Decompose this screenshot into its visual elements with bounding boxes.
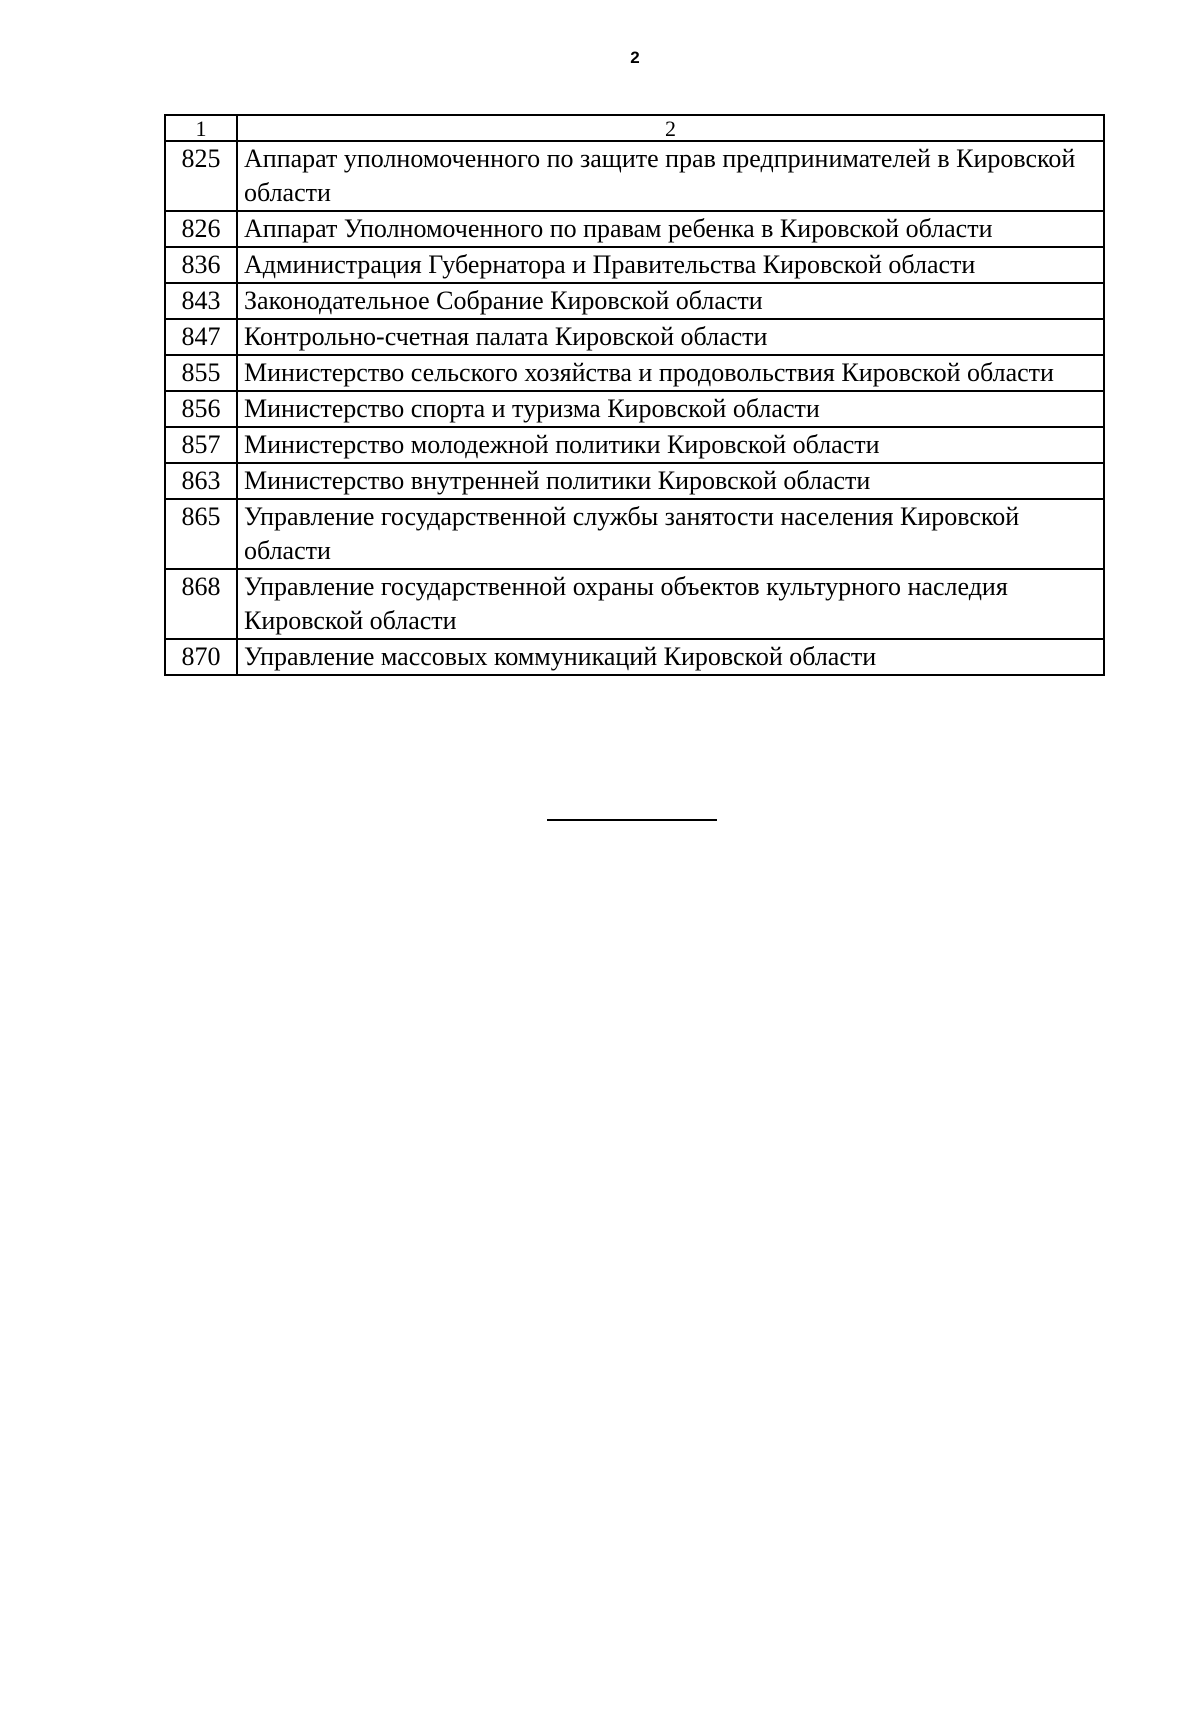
- header-col-2: 2: [237, 115, 1104, 141]
- row-code: 843: [165, 283, 237, 319]
- table-row: [165, 499, 1104, 569]
- row-code: 825: [165, 141, 237, 211]
- row-code: 847: [165, 319, 237, 355]
- table-row: [165, 355, 1104, 391]
- row-name: Управление государственной охраны объектов культурного наследия Кировской области: [237, 569, 1104, 639]
- row-name: Министерство внутренней политики Кировской области: [237, 463, 1104, 499]
- row-code: 868: [165, 569, 237, 639]
- row-name: Аппарат уполномоченного по защите прав предпринимателей в Кировской области: [237, 141, 1104, 211]
- row-code: 826: [165, 211, 237, 247]
- codes-table: [164, 114, 1105, 676]
- table-header-row: [165, 115, 1104, 141]
- row-code: 856: [165, 391, 237, 427]
- table-row: [165, 639, 1104, 675]
- table-row: [165, 247, 1104, 283]
- table-row: [165, 427, 1104, 463]
- row-code: 870: [165, 639, 237, 675]
- table-row: [165, 211, 1104, 247]
- table-row: [165, 391, 1104, 427]
- row-name: Министерство спорта и туризма Кировской области: [237, 391, 1104, 427]
- row-name: Контрольно-счетная палата Кировской области: [237, 319, 1104, 355]
- row-name: Аппарат Уполномоченного по правам ребенка в Кировской области: [237, 211, 1104, 247]
- row-name: Управление массовых коммуникаций Кировской области: [237, 639, 1104, 675]
- row-code: 855: [165, 355, 237, 391]
- end-divider-line: [547, 819, 717, 821]
- row-code: 863: [165, 463, 237, 499]
- header-col-1: 1: [165, 115, 237, 141]
- table-row: [165, 283, 1104, 319]
- row-name: Администрация Губернатора и Правительства Кировской области: [237, 247, 1104, 283]
- table-row: [165, 319, 1104, 355]
- table-row: [165, 141, 1104, 211]
- page-number: 2: [630, 48, 640, 67]
- table-row: [165, 569, 1104, 639]
- row-code: 836: [165, 247, 237, 283]
- row-code: 857: [165, 427, 237, 463]
- row-code: 865: [165, 499, 237, 569]
- row-name: Министерство молодежной политики Кировской области: [237, 427, 1104, 463]
- row-name: Министерство сельского хозяйства и продовольствия Кировской области: [237, 355, 1104, 391]
- row-name: Законодательное Собрание Кировской области: [237, 283, 1104, 319]
- table-row: [165, 463, 1104, 499]
- row-name: Управление государственной службы занятости населения Кировской области: [237, 499, 1104, 569]
